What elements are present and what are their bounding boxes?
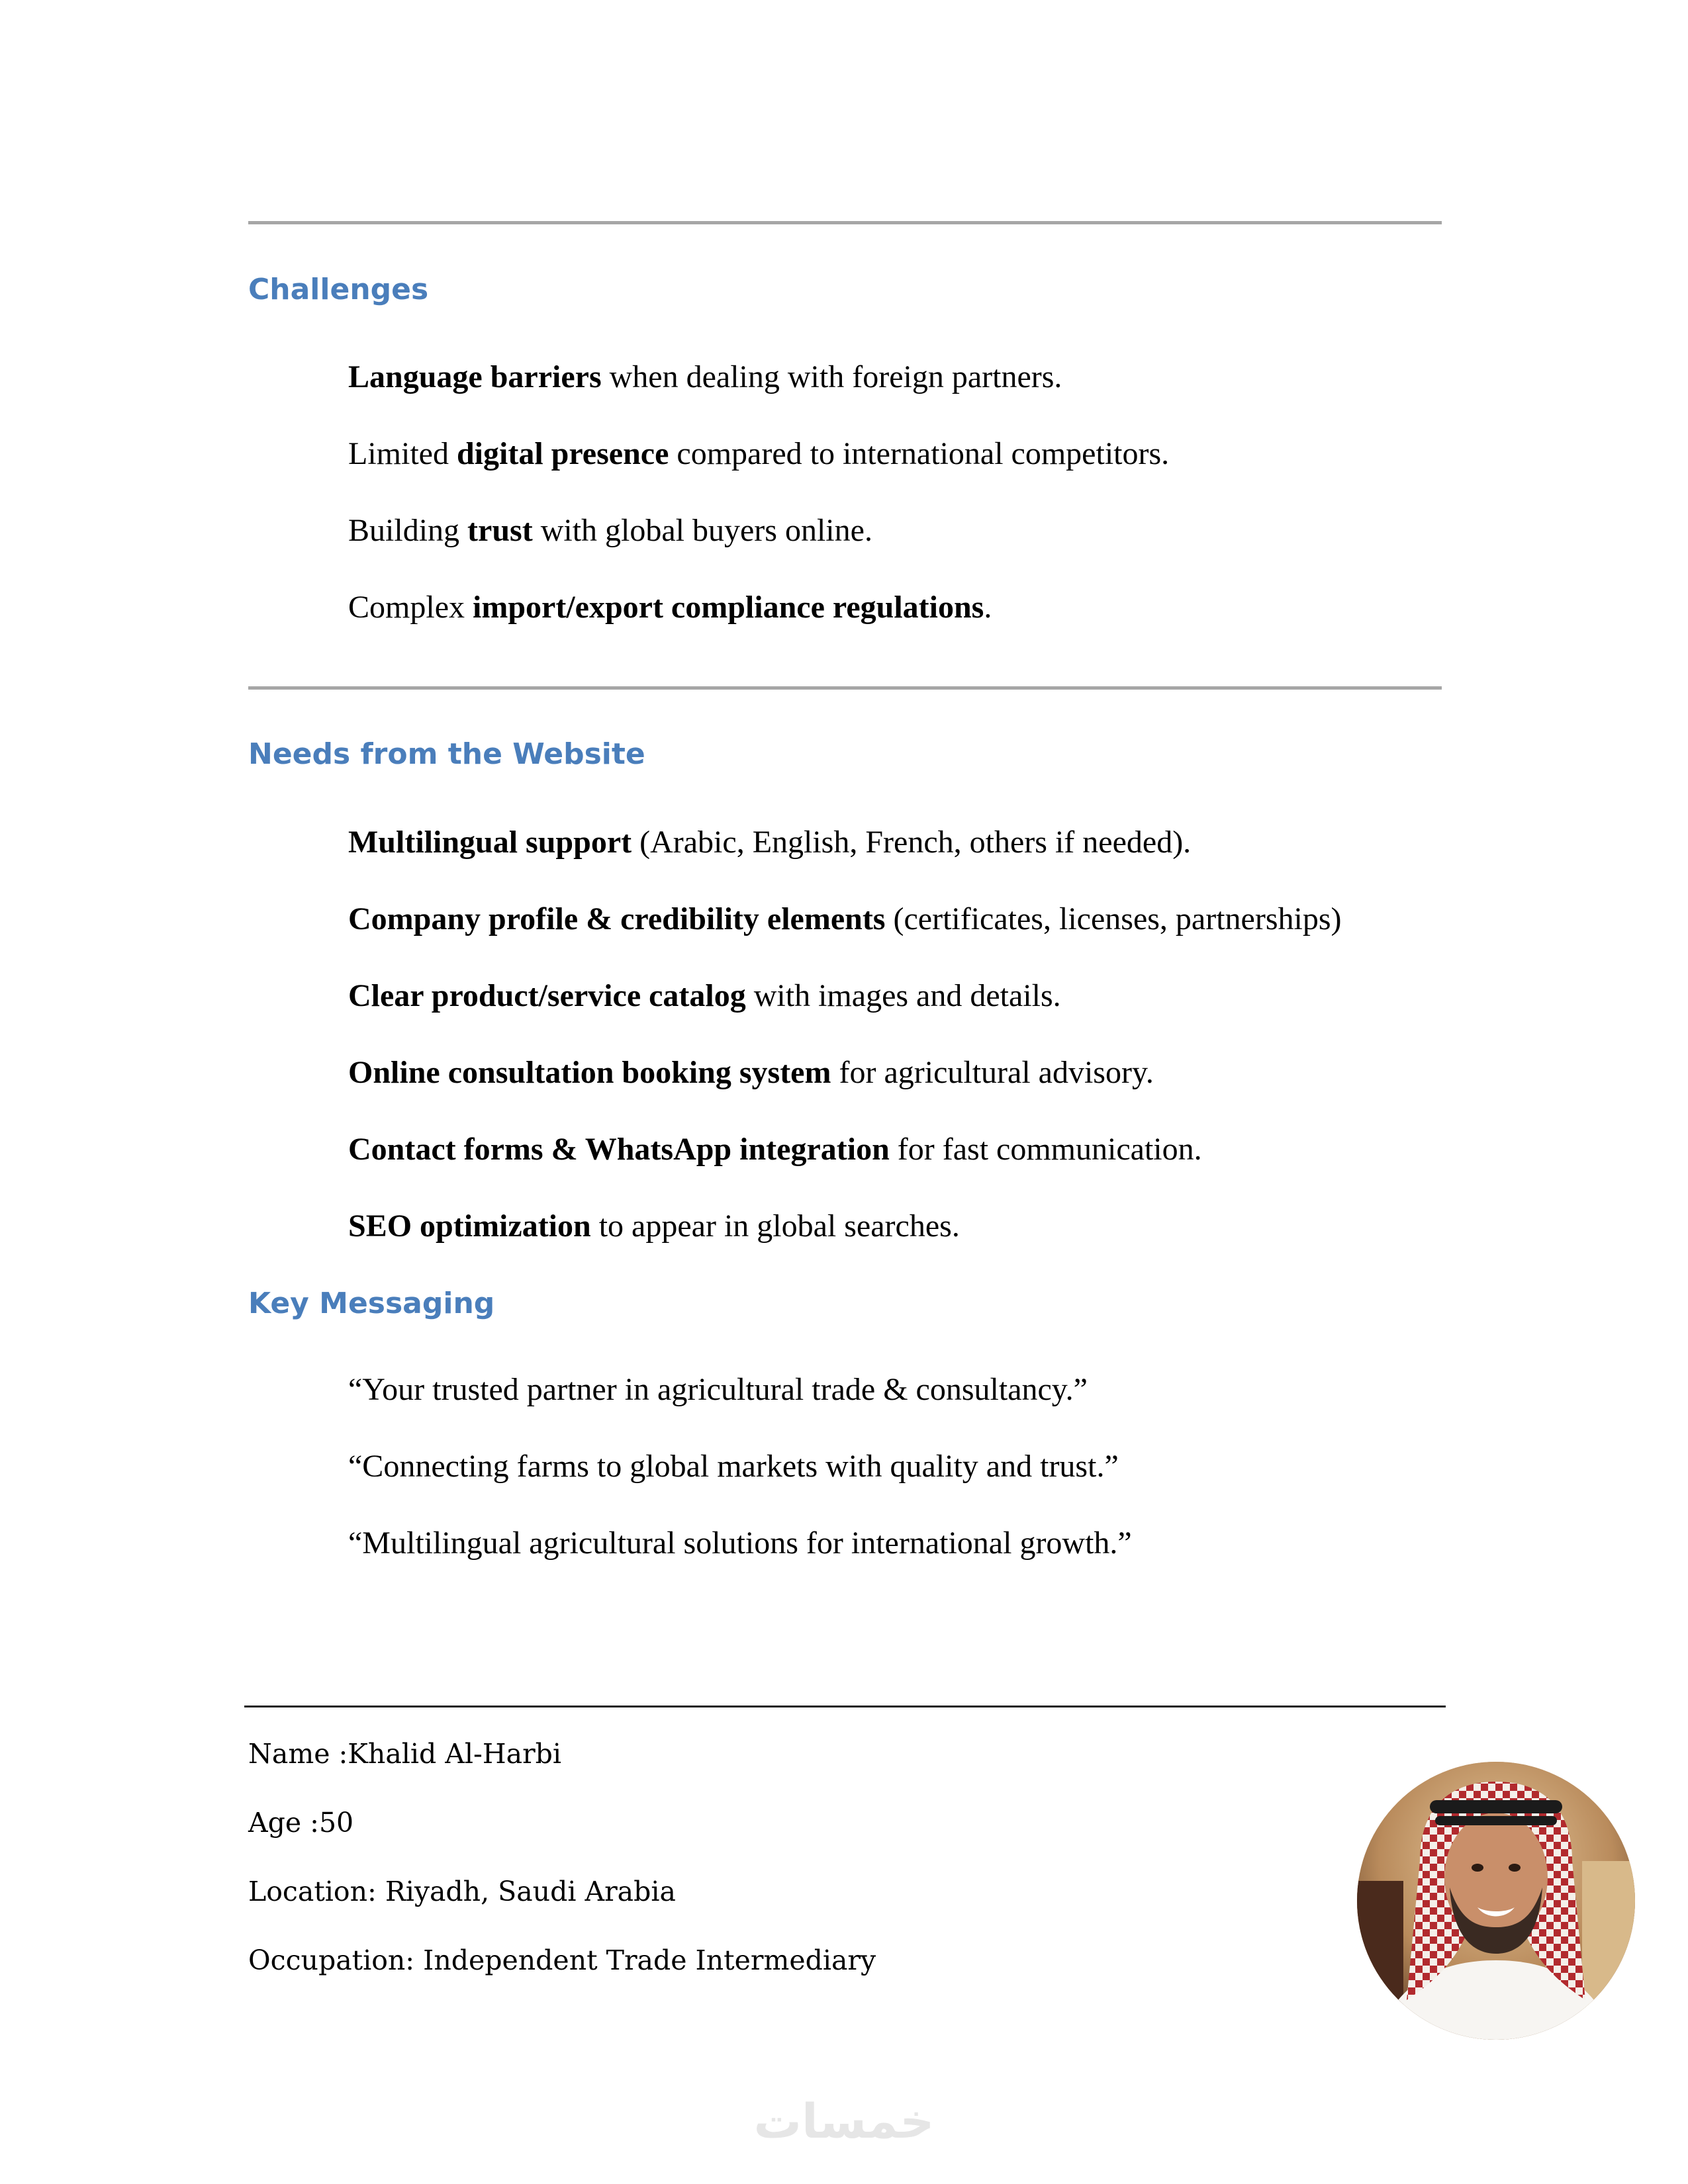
- messaging-heading: Key Messaging: [248, 1287, 495, 1320]
- challenge-item: Limited digital presence compared to international competitors.: [348, 436, 1170, 471]
- persona-age: Age :50: [248, 1807, 354, 1839]
- persona-name: Name :Khalid Al-Harbi: [248, 1738, 562, 1770]
- top-divider: [248, 221, 1442, 224]
- challenge-item: Building trust with global buyers online.: [348, 513, 872, 548]
- avatar: [1357, 1762, 1635, 2040]
- persona-details: [248, 1735, 876, 2011]
- needs-heading: Needs from the Website: [248, 737, 645, 771]
- watermark-logo-svg: [745, 2091, 943, 2151]
- need-item: SEO optimization to appear in global searches.: [348, 1208, 960, 1244]
- need-item: Online consultation booking system for agricultural advisory.: [348, 1055, 1154, 1090]
- message-item: “Your trusted partner in agricultural trade & consultancy.”: [348, 1372, 1088, 1407]
- challenges-list: [348, 359, 1169, 666]
- challenge-item: Complex import/export compliance regulations.: [348, 590, 992, 625]
- challenges-heading: Challenges: [248, 273, 429, 306]
- avatar-portrait: [1357, 1762, 1635, 2040]
- need-item: Multilingual support (Arabic, English, French, others if needed).: [348, 825, 1192, 860]
- persona-location: Location: Riyadh, Saudi Arabia: [248, 1876, 676, 1907]
- watermark-logo: [745, 2091, 943, 2151]
- persona-divider: [244, 1706, 1446, 1707]
- messaging-list: [348, 1371, 1132, 1602]
- watermark-text: خمسات: [753, 2093, 935, 2149]
- message-item: “Multilingual agricultural solutions for international growth.”: [348, 1525, 1132, 1561]
- need-item: Clear product/service catalog with images and details.: [348, 978, 1061, 1013]
- message-item: “Connecting farms to global markets with quality and trust.”: [348, 1449, 1119, 1484]
- section-divider: [248, 686, 1442, 690]
- needs-list: [348, 824, 1342, 1285]
- challenge-item: Language barriers when dealing with foreign partners.: [348, 359, 1062, 394]
- need-item: Company profile & credibility elements (certificates, licenses, partnerships): [348, 901, 1342, 936]
- need-item: Contact forms & WhatsApp integration for fast communication.: [348, 1132, 1202, 1167]
- persona-occupation: Occupation: Independent Trade Intermediary: [248, 1944, 876, 1976]
